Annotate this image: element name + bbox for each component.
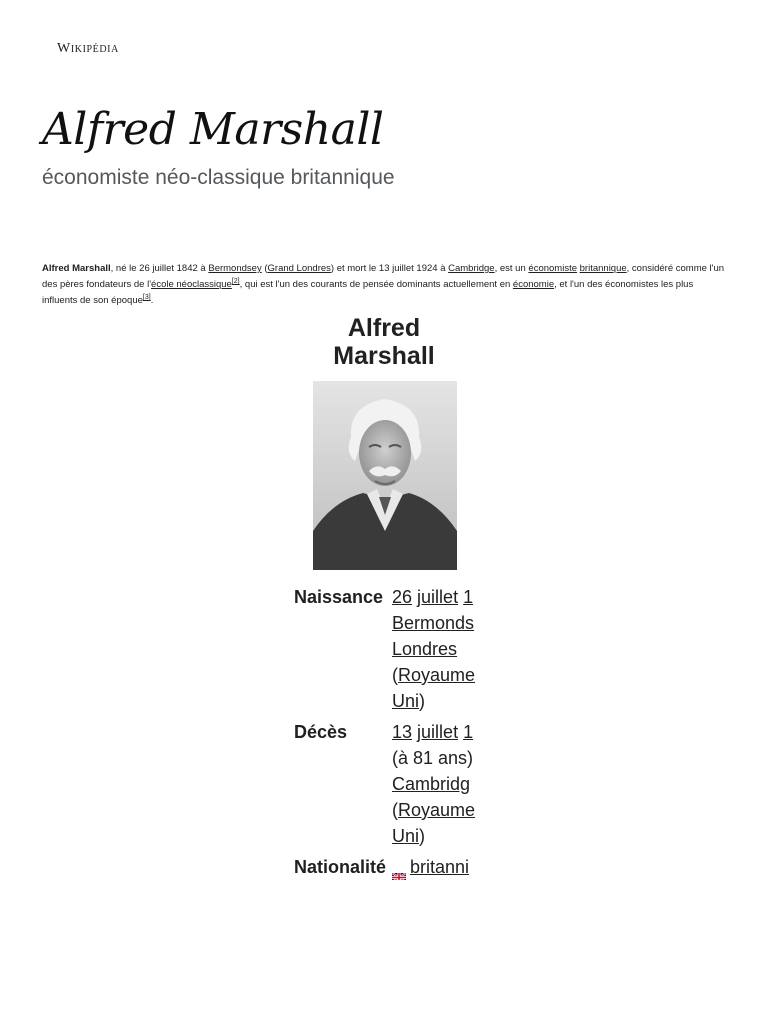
value-line (392, 771, 476, 797)
infobox-row-nationalite (294, 854, 476, 880)
portrait-image[interactable] (313, 381, 457, 570)
page-subtitle: économiste néo-classique britannique (42, 166, 395, 189)
reference-link[interactable]: [3] (142, 293, 151, 301)
link-date-day[interactable]: 26 (392, 587, 413, 607)
value-line (392, 797, 476, 823)
intro-text: , et l'un des économistes les plus influents de son époque (42, 279, 694, 306)
link-place[interactable]: Londres (392, 639, 458, 659)
infobox-label: Décès (294, 722, 348, 742)
infobox-label: Naissance (294, 587, 384, 607)
value-line (392, 610, 476, 636)
link-country[interactable]: Uni (392, 826, 420, 846)
portrait-photo-graphic (313, 381, 457, 570)
value-line (392, 854, 476, 880)
reference-link[interactable]: [2] (231, 277, 240, 285)
infobox-value (392, 719, 476, 849)
infobox-value (392, 854, 476, 880)
intro-text: . (150, 295, 154, 306)
link-date-day[interactable]: 13 (392, 722, 413, 742)
value-line (392, 584, 476, 610)
value-line (392, 823, 476, 849)
link-bermondsey[interactable]: Bermondsey (208, 263, 262, 274)
page-title: Alfred Marshall (42, 104, 384, 155)
infobox-row-deces (294, 719, 476, 849)
link-date-month[interactable]: juillet (417, 587, 459, 607)
value-line (392, 662, 476, 688)
intro-text: ( (261, 263, 268, 274)
intro-text: , considéré comme l'un des pères fondateurs de l' (42, 263, 725, 290)
paren: ) (419, 691, 426, 711)
infobox-title-line: Alfred (347, 314, 421, 342)
link-country[interactable]: Royaume (398, 800, 476, 820)
intro-text: , né le 26 juillet 1842 à (110, 263, 209, 274)
age-text: (à 81 ans) (392, 748, 474, 768)
value-line (392, 745, 476, 771)
link-economie[interactable]: économie (512, 279, 555, 290)
infobox-value (392, 584, 476, 714)
link-grand-londres[interactable]: Grand Londres (267, 263, 331, 274)
link-ecole-neoclassique[interactable]: école néoclassique (151, 279, 232, 290)
uk-flag-icon (392, 863, 406, 872)
intro-text: ) et mort le 13 juillet 1924 à (330, 263, 449, 274)
value-line (392, 719, 476, 745)
article-intro (42, 261, 727, 309)
intro-text: , qui est l'un des courants de pensée dominants actuellement en (239, 279, 513, 290)
reference-3[interactable] (143, 294, 151, 301)
link-economiste[interactable]: économiste (528, 263, 577, 274)
link-britannique[interactable]: britannique (579, 263, 627, 274)
infobox-title-line: Marshall (333, 342, 435, 370)
link-place[interactable]: Bermonds (392, 613, 475, 633)
intro-bold-name: Alfred Marshall (42, 263, 111, 274)
infobox-title (284, 314, 484, 370)
link-place[interactable]: Cambridg (392, 774, 471, 794)
infobox-row-naissance (294, 584, 476, 714)
value-line (392, 636, 476, 662)
paren: ( (392, 800, 398, 820)
paren: ( (392, 665, 398, 685)
link-cambridge[interactable]: Cambridge (448, 263, 495, 274)
infobox-label: Nationalité (294, 857, 387, 877)
link-date-year[interactable]: 1 (463, 587, 474, 607)
intro-text: , est un (494, 263, 529, 274)
infobox-table (294, 584, 476, 885)
reference-2[interactable] (232, 278, 240, 285)
wikipedia-wordmark[interactable]: Wikipédia (57, 41, 119, 56)
value-line (392, 688, 476, 714)
link-country[interactable]: Uni (392, 691, 420, 711)
link-date-year[interactable]: 1 (463, 722, 474, 742)
link-nationality[interactable]: britanni (410, 857, 470, 877)
link-date-month[interactable]: juillet (417, 722, 459, 742)
link-country[interactable]: Royaume (398, 665, 476, 685)
paren: ) (419, 826, 426, 846)
